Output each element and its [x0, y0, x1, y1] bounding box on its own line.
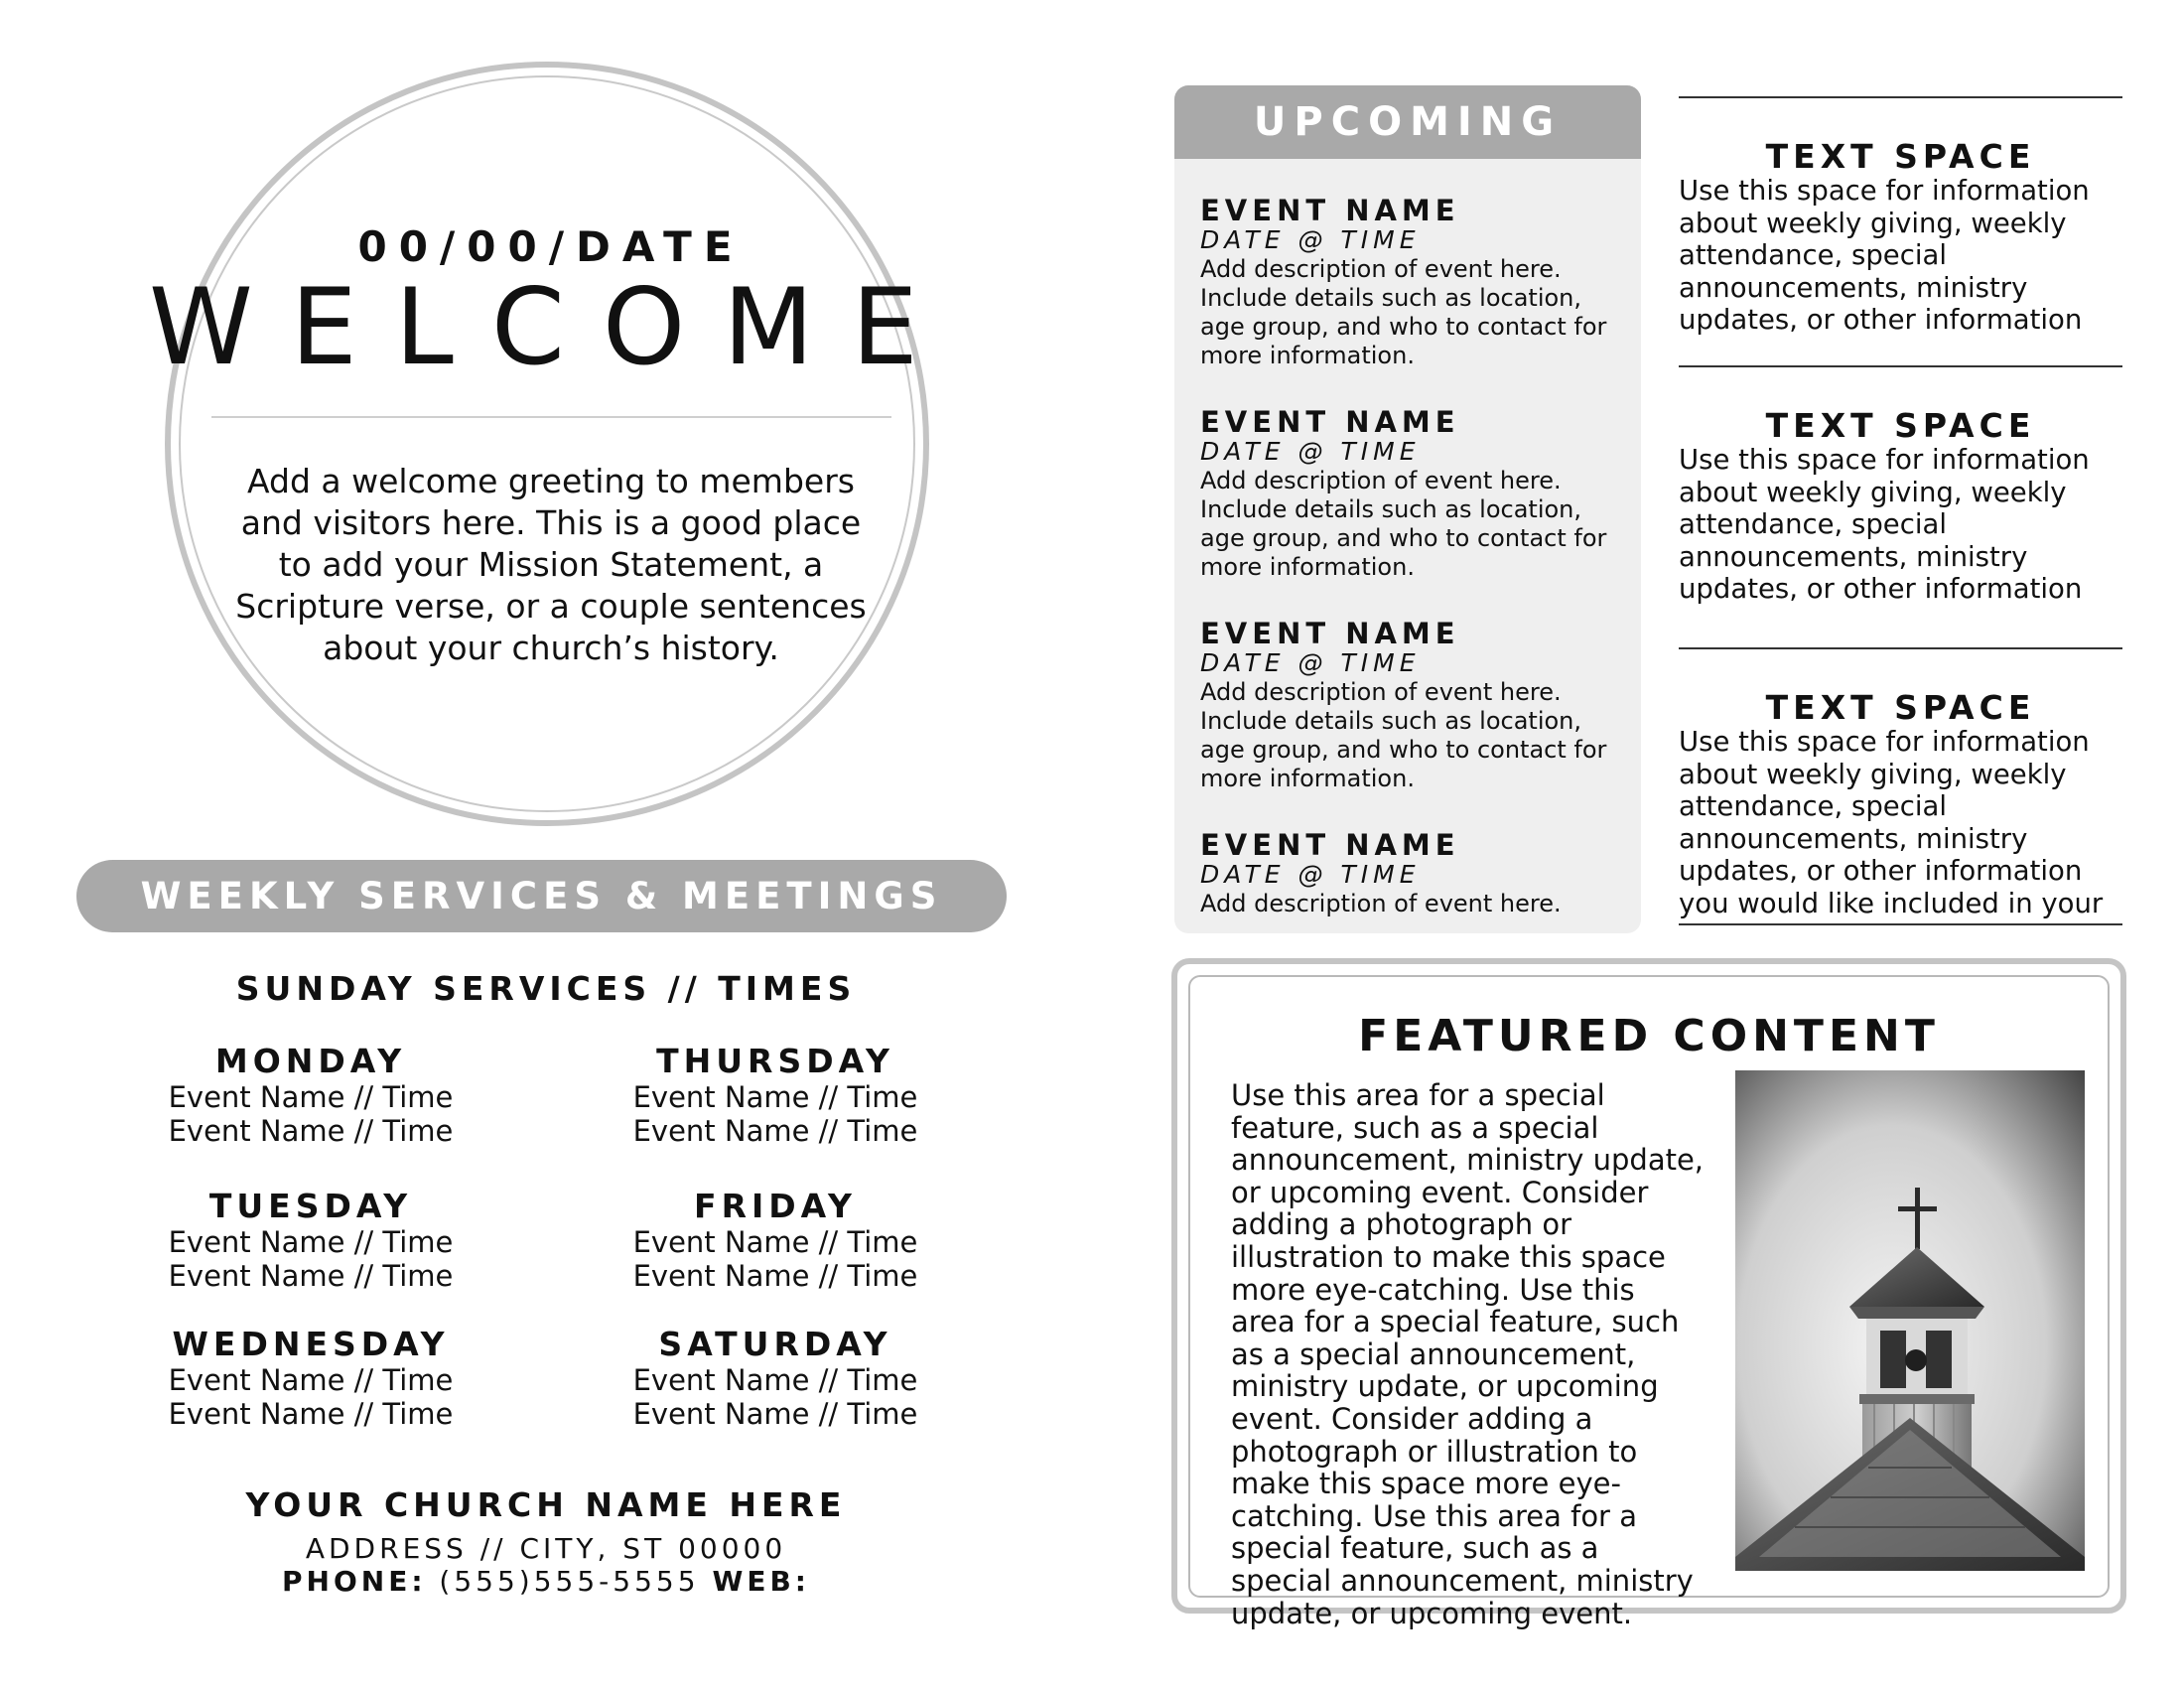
event-name: EVENT NAME	[1200, 194, 1460, 227]
day-block-thursday	[557, 1043, 994, 1148]
day-event: Event Name // Time	[168, 1080, 454, 1114]
featured-text: Use this area for a special feature, such as a special announcement, ministry update, or upcoming event. Consider adding a photograph or illustration to make this space more eye-catching. Use this area for a special feature, such as a special announcement, ministry update, or upcoming event. Consider adding a photograph or illustration to make this space more eye-catching. Use this area for a special feature, such as a special announcement, ministry update, or upcoming event.	[1231, 1078, 1705, 1630]
featured-title: FEATURED CONTENT	[1358, 1011, 1940, 1061]
welcome-title: WELCOME	[149, 266, 956, 388]
web-label: WEB:	[712, 1565, 810, 1598]
text-space-block	[1679, 406, 2122, 605]
text-space-rule	[1679, 365, 2122, 367]
text-space-title: TEXT SPACE	[1765, 688, 2036, 727]
day-block-tuesday	[92, 1188, 529, 1293]
text-space-rule	[1679, 96, 2122, 98]
day-event: Event Name // Time	[168, 1114, 454, 1148]
upcoming-event	[1200, 619, 1627, 830]
day-name: TUESDAY	[208, 1187, 413, 1225]
day-block-monday	[92, 1043, 529, 1148]
text-space-title: TEXT SPACE	[1765, 137, 2036, 176]
day-event: Event Name // Time	[168, 1259, 454, 1293]
event-date: DATE @ TIME	[1200, 437, 1421, 466]
text-space-rule	[1679, 923, 2122, 925]
upcoming-header: UPCOMING	[1174, 85, 1641, 159]
weekly-services-header: WEEKLY SERVICES & MEETINGS	[76, 860, 1007, 932]
event-description: Add description of event here. Include details such as location, age group, and who to contact for more information.	[1200, 678, 1607, 792]
day-event: Event Name // Time	[632, 1397, 918, 1431]
church-address: ADDRESS // CITY, ST 00000	[305, 1532, 787, 1565]
bulletin-date: 00/00/DATE	[357, 222, 745, 271]
day-event: Event Name // Time	[632, 1080, 918, 1114]
event-date: DATE @ TIME	[1200, 860, 1421, 889]
day-event: Event Name // Time	[632, 1114, 918, 1148]
upcoming-event	[1200, 407, 1627, 619]
welcome-divider	[211, 416, 891, 418]
phone-number: (555)555-5555	[439, 1565, 700, 1598]
text-space-body: Use this space for information about weekly giving, weekly attendance, special announcements, ministry updates, or other information you would like included in your	[1679, 726, 2104, 919]
upcoming-event	[1200, 196, 1627, 407]
church-contact-line	[149, 1565, 943, 1598]
welcome-circle-inner	[179, 75, 915, 812]
text-space-block	[1679, 690, 2122, 921]
event-name: EVENT NAME	[1200, 617, 1460, 650]
sunday-services-heading: SUNDAY SERVICES // TIMES	[235, 969, 857, 1008]
church-name: YOUR CHURCH NAME HERE	[245, 1485, 847, 1524]
text-space-body: Use this space for information about weekly giving, weekly attendance, special announcements, ministry updates, or other information	[1679, 444, 2090, 605]
event-description: Add description of event here.	[1200, 890, 1562, 917]
day-event: Event Name // Time	[632, 1225, 918, 1259]
event-description: Add description of event here. Include details such as location, age group, and who to contact for more information.	[1200, 255, 1607, 369]
phone-label: PHONE:	[282, 1565, 427, 1598]
day-name: SATURDAY	[658, 1325, 892, 1363]
text-space-body: Use this space for information about weekly giving, weekly attendance, special announcements, ministry updates, or other information	[1679, 175, 2090, 336]
day-event: Event Name // Time	[632, 1363, 918, 1397]
day-block-saturday	[557, 1325, 994, 1431]
welcome-greeting: Add a welcome greeting to members and visitors here. This is a good place to add your Mission Statement, a Scripture verse, or a couple sentences about your church’s history.	[235, 462, 867, 667]
day-name: WEDNESDAY	[172, 1325, 450, 1363]
text-space-title: TEXT SPACE	[1765, 406, 2036, 445]
day-name: THURSDAY	[656, 1042, 894, 1080]
day-event: Event Name // Time	[168, 1397, 454, 1431]
day-event: Event Name // Time	[168, 1363, 454, 1397]
day-name: FRIDAY	[694, 1187, 857, 1225]
event-name: EVENT NAME	[1200, 828, 1460, 862]
text-space-rule	[1679, 647, 2122, 649]
day-name: MONDAY	[214, 1042, 407, 1080]
day-block-wednesday	[92, 1325, 529, 1431]
upcoming-events-list	[1200, 194, 1627, 917]
day-event: Event Name // Time	[168, 1225, 454, 1259]
day-block-friday	[557, 1188, 994, 1293]
upcoming-panel	[1174, 85, 1641, 933]
event-description: Add description of event here. Include details such as location, age group, and who to contact for more information.	[1200, 467, 1607, 581]
event-name: EVENT NAME	[1200, 405, 1460, 439]
text-space-block	[1679, 137, 2122, 336]
event-date: DATE @ TIME	[1200, 225, 1421, 254]
event-date: DATE @ TIME	[1200, 648, 1421, 677]
day-event: Event Name // Time	[632, 1259, 918, 1293]
church-steeple-photo	[1735, 1070, 2085, 1571]
